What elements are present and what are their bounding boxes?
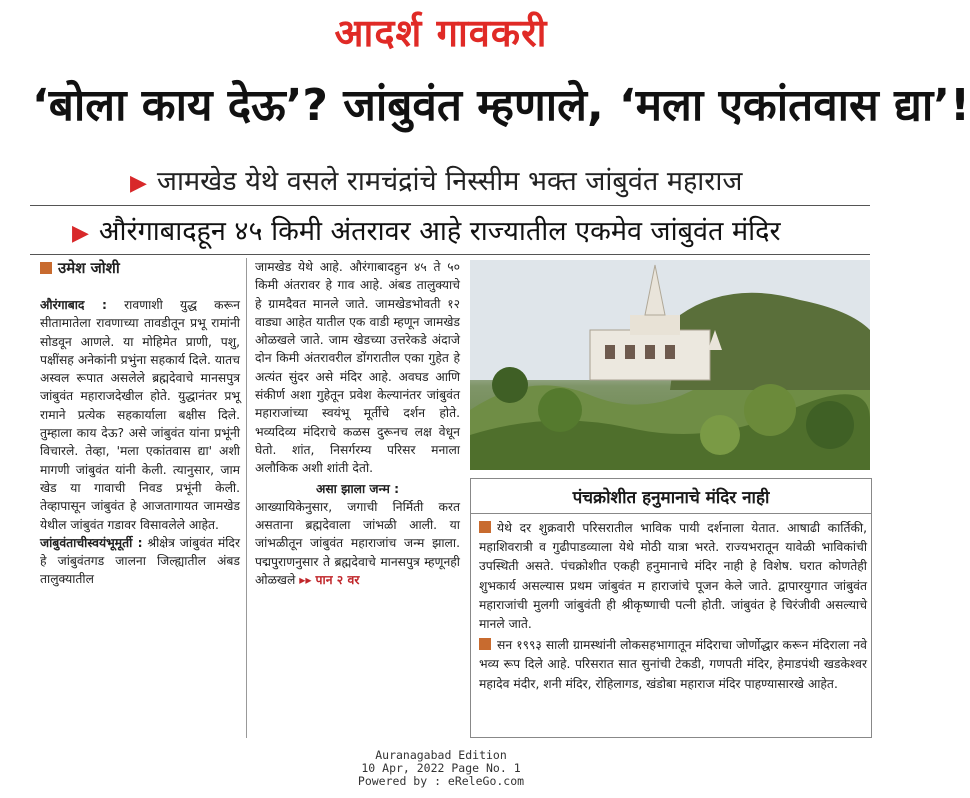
paragraph <box>40 534 240 589</box>
paragraph-text: रावणाशी युद्ध करून सीतामातेला रावणाच्या तावडीतून प्रभू रामांनी सोडवून आणले. या मोहिमेत प्राणी, पशु, पक्षींसह अनेकांनी प्रभुंना सहकार्य दिले. यातच अस्वल रूपात असलेले ब्रह्मदेवाचे मानसपुत्र जांबुवंत महाराजदेखील होते. युद्धानंतर प्रभू रामाने प्रत्येक सहकार्याला बक्षीस दिले. तुम्हाला काय देऊ? असे जांबुवंत यांना प्रभूंनी विचारले. तेव्हा, 'मला एकांतवास द्या' अशी मागणी जांबुवंत यांनी केली. त्यानुसार, जाम खेड या गावाची निवड प्रभूंनी केली. तेव्हापासून जांबुवंत हे आजतागायत जामखेड येथील जांबुवंत गडावर विसावलेले आहेत. <box>40 298 240 532</box>
article-column-2 <box>255 258 460 738</box>
subheadline-1-text: जामखेड येथे वसले रामचंद्रांचे निस्सीम भक्त जांबुवंत महाराज <box>156 166 743 197</box>
powered-by-link[interactable]: Powered by : eReleGo.com <box>357 774 525 788</box>
byline-author: उमेश जोशी <box>58 259 120 277</box>
column-divider <box>246 258 247 738</box>
page-footer <box>0 749 882 788</box>
paragraph-text: येथे दर शुक्रवारी परिसरातील भाविक पायी दर्शनाला येतात. आषाढी कार्तिकी, महाशिवरात्री व गुढीपाडव्याला येथे मोठी यात्रा भरते. राज्यभरातून यावेळी भाविकांची उपस्थिती असते. पंचक्रोशीत एकही हनुमानाचे मंदिर नाही हे विशेष. घरात कोणतेही शुभकार्य असल्यास प्रथम जांबुवंत म हाराजांचे पूजन केले जाते. द्वापारयुगात जांबुवंत महाराजांची मुलगी जांबुवंती ही श्रीकृष्णाची पत्नी होती. जांबुवंत हे चिरंजीवी असल्याचे मानले जाते. <box>479 521 867 632</box>
dateline: औरंगाबाद : <box>40 298 107 312</box>
arrow-bullet-icon: ▶ <box>72 221 89 246</box>
paragraph-text: आख्यायिकेनुसार, जगाची निर्मिती करत असताना ब्रह्मदेवाला जांभळी आली. या जांभळीतून जांबुवंत महाराजांच जन्म झाला. पद्मपुराणनुसार ते ब्रह्मदेवाचे मानसपुत्र म्हणूनही ओळखले <box>255 499 460 588</box>
date-page-label: 10 Apr, 2022 Page No. 1 <box>361 761 521 775</box>
continued-arrow-icon: ▸▸ <box>299 573 312 588</box>
temple-photo <box>470 260 870 470</box>
continued-label: पान २ वर <box>315 573 360 588</box>
sidebar-box <box>470 478 872 738</box>
subheadline-2 <box>72 210 872 254</box>
paragraph-text: जामखेड येथे आहे. औरंगाबादहुन ४५ ते ५० किमी अंतरावर हे गाव आहे. अंबड तालुक्याचे हे ग्रामदैवत मानले जाते. जामखेडभोवती १२ वाड्या आहेत यातील एक वाडी म्हणून जामखेड ओळखले जाते. जाम खेडच्या उत्तरेकडे अंदाजे दोन किमी अंतरावरील डोंगरातील एका गुहेत हे अत्यंत सुंदर असे मंदिर आहे. अवघड आणि संकीर्ण अशा गुहेतून प्रवेश केल्यानंतर जांबुवंत महाराजांच्या स्वयंभू मूर्तीचे दर्शन होते. भव्यदिव्य मंदिराचे कळस दुरूनच लक्ष वेधून घेतो. शांत, निसर्गरम्य परिसर मनाला अलौकिक अशी शांती देतो. <box>255 260 460 476</box>
square-bullet-icon <box>40 262 52 274</box>
subheadline-2-text: औरंगाबादहून ४५ किमी अंतरावर आहे राज्यातील एकमेव जांबुवंत मंदिर <box>98 216 781 247</box>
section-subhead: जांबुवंताचीस्वयंभूमूर्ती : <box>40 535 143 550</box>
box-title: पंचक्रोशीत हनुमानाचे मंदिर नाही <box>572 488 770 508</box>
divider <box>30 254 870 255</box>
paragraph <box>40 296 240 534</box>
divider <box>471 513 871 514</box>
divider <box>30 205 870 206</box>
paragraph <box>479 636 867 694</box>
article-column-1 <box>40 296 240 738</box>
paragraph-text: श्रीक्षेत्र जांबुवंत मंदिर हे जांबुवंतगड जालना जिल्ह्यातील अंबड तालुक्यातील <box>40 535 240 587</box>
paragraph <box>255 498 460 589</box>
temple-illustration <box>470 260 870 470</box>
box-body <box>479 519 867 696</box>
byline <box>40 258 120 278</box>
paragraph <box>479 519 867 634</box>
square-bullet-icon <box>479 638 491 650</box>
edition-label: Auranagabad Edition <box>375 748 507 762</box>
main-headline: ‘बोला काय देऊ’? जांबुवंत म्हणाले, ‘मला एकांतवास द्या’! <box>32 80 970 131</box>
arrow-bullet-icon: ▶ <box>130 171 147 196</box>
paragraph-text: सन १९९३ साली ग्रामस्थांनी लोकसहभागातून मंदिराचा जोर्णोद्धार करून मंदिराला नवे भव्य रूप दिले आहे. परिसरात सात सुनांची टेकडी, गणपती मंदिर, हेमाडपंथी खडकेश्वर महादेव मंदीर, शनी मंदिर, रोहिलागड, खंडोबा महाराज मंदिर पाहण्यासारखे आहेत. <box>479 638 867 691</box>
square-bullet-icon <box>479 521 491 533</box>
masthead-logo: आदर्श गावकरी <box>334 11 548 55</box>
section-subhead: असा झाला जन्म : <box>315 481 400 496</box>
subheadline-1 <box>130 160 850 204</box>
